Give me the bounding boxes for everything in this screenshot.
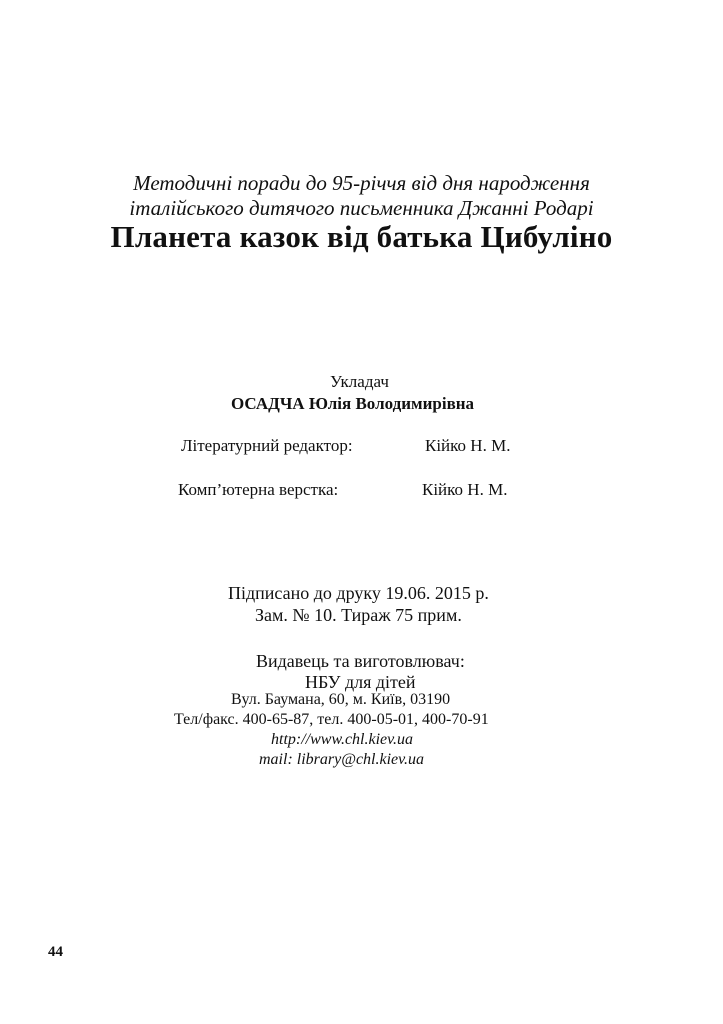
- credit-role-layout: Комп’ютерна верстка:: [178, 480, 339, 499]
- subtitle-line-2: італійського дитячого письменника Джанні Родарі: [129, 196, 594, 220]
- compiler-name: [231, 394, 474, 414]
- publisher-website: http://www.chl.kiev.ua: [271, 731, 414, 748]
- publisher-phones: Тел/факс. 400-65-87, тел. 400-05-01, 400-70-91: [174, 711, 489, 728]
- print-order-info: Зам. № 10. Тираж 75 прим.: [255, 605, 462, 625]
- publisher-address: Вул. Баумана, 60, м. Київ, 03190: [231, 691, 451, 708]
- page-title: Планета казок від батька Цибуліно: [110, 219, 613, 254]
- compiler-label: Укладач: [330, 372, 389, 391]
- subtitle-line-1: Методичні поради до 95-річчя від дня народження: [133, 171, 590, 195]
- publisher-email: mail: library@chl.kiev.ua: [259, 751, 425, 768]
- compiler-given-names: Юлія Володимирівна: [308, 394, 475, 413]
- credit-role-editor: Літературний редактор:: [181, 436, 353, 455]
- compiler-surname: ОСАДЧА: [231, 394, 305, 413]
- publisher-label: Видавець та виготовлювач:: [256, 651, 465, 671]
- page-number: 44: [48, 944, 63, 960]
- print-signed-date: Підписано до друку 19.06. 2015 р.: [228, 583, 489, 603]
- publisher-name: НБУ для дітей: [305, 672, 416, 692]
- credit-name-layout: Кійко Н. М.: [422, 480, 508, 499]
- credit-name-editor: Кійко Н. М.: [425, 436, 511, 455]
